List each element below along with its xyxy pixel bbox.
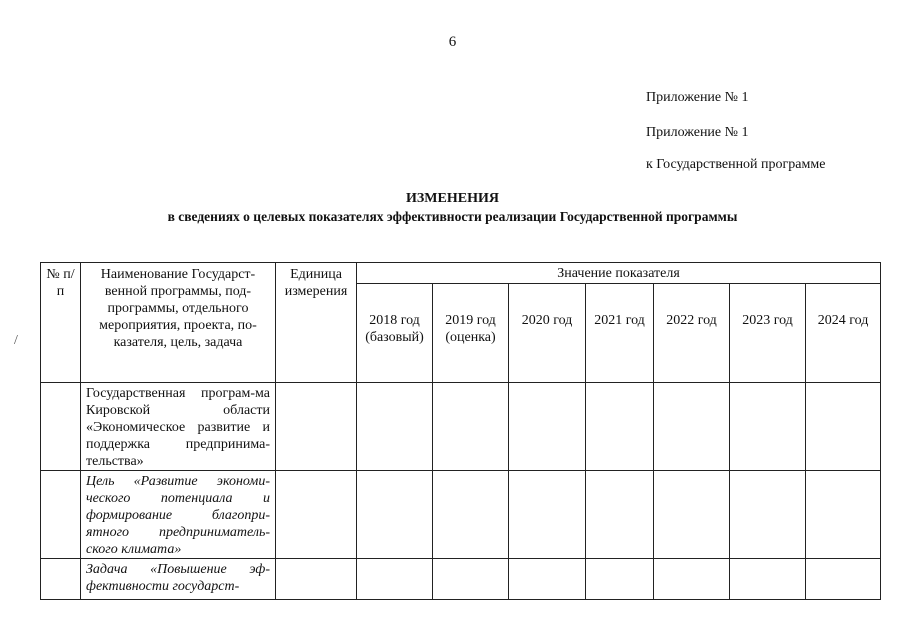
- document-subtitle: в сведениях о целевых показателях эффективности реализации Государственной программы: [167, 209, 738, 224]
- appendix-reference: к Государственной программе: [646, 157, 826, 172]
- header-year-2023: 2023 год: [730, 284, 806, 383]
- row-name-goal: Цель «Развитие экономи-ческого потенциала и формирование благопри-ятного предприниматель-ского климата»: [81, 471, 276, 559]
- header-unit: Единица измерения: [276, 263, 357, 383]
- header-name: Наименование Государст-венной программы, под-программы, отдельного мероприятия, проекта, по-казателя, цель, задача: [81, 263, 276, 383]
- row-value: [586, 559, 654, 600]
- row-number: [41, 383, 81, 471]
- row-value: [654, 383, 730, 471]
- row-name-program: Государственная програм-ма Кировской области «Экономическое развитие и поддержка предпринима-тельства»: [81, 383, 276, 471]
- table-row: [41, 383, 881, 471]
- row-value: [586, 471, 654, 559]
- appendix-label-repeat: Приложение № 1: [646, 125, 749, 140]
- row-name-task: Задача «Повышение эф-фективности государст-: [81, 559, 276, 600]
- row-value: [586, 383, 654, 471]
- header-value-group: Значение показателя: [357, 263, 881, 284]
- row-value: [730, 559, 806, 600]
- row-unit: [276, 383, 357, 471]
- header-year-2022: 2022 год: [654, 284, 730, 383]
- row-value: [509, 383, 586, 471]
- row-number: [41, 471, 81, 559]
- header-year-2024: 2024 год: [806, 284, 881, 383]
- row-value: [509, 559, 586, 600]
- row-value: [730, 383, 806, 471]
- margin-mark: /: [14, 333, 18, 348]
- header-number: № п/п: [41, 263, 81, 383]
- row-number: [41, 559, 81, 600]
- row-unit: [276, 559, 357, 600]
- appendix-label: Приложение № 1: [646, 90, 749, 105]
- row-unit: [276, 471, 357, 559]
- row-value: [357, 471, 433, 559]
- table-row: [41, 559, 881, 600]
- row-value: [357, 559, 433, 600]
- row-value: [654, 471, 730, 559]
- row-value: [433, 471, 509, 559]
- row-value: [433, 383, 509, 471]
- row-value: [433, 559, 509, 600]
- header-year-2021: 2021 год: [586, 284, 654, 383]
- header-year-2020: 2020 год: [509, 284, 586, 383]
- page-number: 6: [448, 34, 457, 50]
- table-row: [41, 471, 881, 559]
- row-value: [654, 559, 730, 600]
- indicators-table: [40, 262, 881, 600]
- row-value: [806, 383, 881, 471]
- header-year-2019: 2019 год (оценка): [433, 284, 509, 383]
- row-value: [357, 383, 433, 471]
- document-title: ИЗМЕНЕНИЯ: [406, 191, 499, 206]
- row-value: [730, 471, 806, 559]
- row-value: [509, 471, 586, 559]
- header-year-2018: 2018 год (базовый): [357, 284, 433, 383]
- row-value: [806, 471, 881, 559]
- row-value: [806, 559, 881, 600]
